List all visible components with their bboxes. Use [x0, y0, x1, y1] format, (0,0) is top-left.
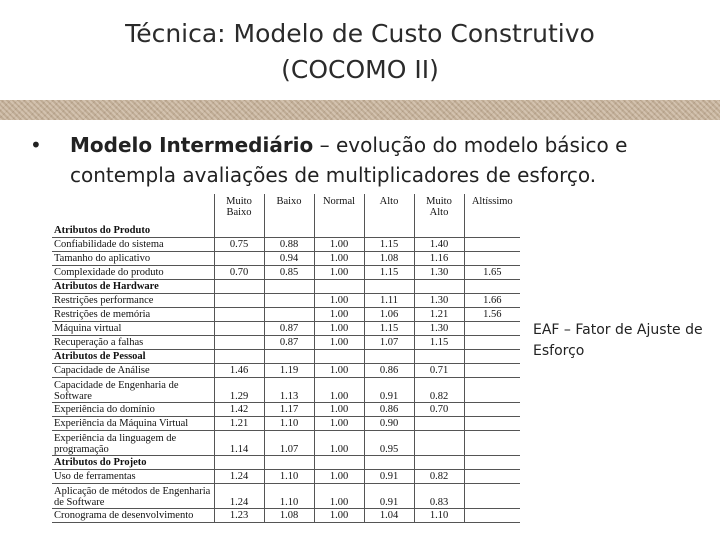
multiplier-value: [314, 280, 364, 294]
multiplier-value: [264, 308, 314, 322]
multiplier-value: [414, 417, 464, 431]
attribute-name: Confiabilidade do sistema: [52, 238, 214, 252]
multiplier-value: 1.30: [414, 266, 464, 280]
multiplier-value: [314, 350, 364, 364]
multiplier-value: [214, 322, 264, 336]
multiplier-value: [414, 350, 464, 364]
multiplier-value: 1.07: [264, 431, 314, 456]
multiplier-value: [464, 224, 520, 238]
multiplier-value: 0.86: [364, 364, 414, 378]
multiplier-value: 0.94: [264, 252, 314, 266]
table-row: [52, 294, 520, 308]
multiplier-value: [464, 403, 520, 417]
multiplier-value: [214, 336, 264, 350]
multiplier-value: 1.40: [414, 238, 464, 252]
multiplier-value: 1.00: [314, 509, 364, 523]
multiplier-value: [464, 484, 520, 509]
table-header-row: [52, 194, 520, 224]
attribute-name: Capacidade de Engenharia de Software: [52, 378, 214, 403]
table-row: [52, 364, 520, 378]
multiplier-value: 1.00: [314, 322, 364, 336]
table-header-cell: [52, 194, 214, 224]
table-row: [52, 252, 520, 266]
bullet-text: [70, 130, 690, 190]
multiplier-value: [264, 224, 314, 238]
multiplier-value: [464, 336, 520, 350]
multiplier-value: 1.30: [414, 322, 464, 336]
multiplier-value: 0.85: [264, 266, 314, 280]
multiplier-value: 1.04: [364, 509, 414, 523]
table-row: [52, 431, 520, 456]
multiplier-value: [414, 456, 464, 470]
multiplier-value: 1.24: [214, 484, 264, 509]
multiplier-value: 1.00: [314, 308, 364, 322]
multiplier-value: [414, 280, 464, 294]
multiplier-value: 1.00: [314, 266, 364, 280]
slide-title: [0, 0, 720, 96]
multiplier-value: 0.88: [264, 238, 314, 252]
table-row: [52, 484, 520, 509]
table-header-cell: Muito Baixo: [214, 194, 264, 224]
multiplier-value: 0.87: [264, 336, 314, 350]
effort-multiplier-table: [52, 194, 520, 540]
attribute-name: Capacidade de Análise: [52, 364, 214, 378]
attribute-name: Restrições de memória: [52, 308, 214, 322]
multiplier-value: 1.00: [314, 252, 364, 266]
multiplier-value: 0.71: [414, 364, 464, 378]
multiplier-value: [464, 431, 520, 456]
multiplier-value: [464, 322, 520, 336]
attribute-name: Experiência da Máquina Virtual: [52, 417, 214, 431]
multiplier-value: 1.29: [214, 378, 264, 403]
attribute-name: Complexidade do produto: [52, 266, 214, 280]
multiplier-value: 0.82: [414, 378, 464, 403]
multiplier-value: 1.00: [314, 364, 364, 378]
multiplier-value: 1.07: [364, 336, 414, 350]
multiplier-value: 1.17: [264, 403, 314, 417]
multiplier-value: 1.00: [314, 378, 364, 403]
multiplier-value: 1.06: [364, 308, 414, 322]
attribute-name: Cronograma de desenvolvimento: [52, 509, 214, 523]
multiplier-value: 1.08: [364, 252, 414, 266]
multiplier-value: 1.11: [364, 294, 414, 308]
multiplier-value: 1.21: [214, 417, 264, 431]
attribute-name: Uso de ferramentas: [52, 470, 214, 484]
section-name: Atributos do Produto: [52, 224, 214, 238]
multiplier-value: 1.19: [264, 364, 314, 378]
table-row: [52, 238, 520, 252]
multiplier-value: 1.21: [414, 308, 464, 322]
multiplier-value: 0.86: [364, 403, 414, 417]
multiplier-value: 1.24: [214, 470, 264, 484]
table-row: [52, 378, 520, 403]
table-row: [52, 509, 520, 523]
multiplier-value: [464, 238, 520, 252]
multiplier-value: 1.15: [364, 238, 414, 252]
multiplier-value: 0.82: [414, 470, 464, 484]
multiplier-value: [214, 308, 264, 322]
eaf-note: EAF – Fator de Ajuste de Esforço: [533, 322, 703, 359]
multiplier-value: [464, 350, 520, 364]
multiplier-value: 0.87: [264, 322, 314, 336]
multiplier-value: 1.10: [264, 470, 314, 484]
multiplier-value: 1.14: [214, 431, 264, 456]
multiplier-value: 1.00: [314, 336, 364, 350]
multiplier-value: [364, 224, 414, 238]
table-row: [52, 336, 520, 350]
multiplier-value: [264, 350, 314, 364]
multiplier-value: 1.00: [314, 294, 364, 308]
multiplier-value: [214, 294, 264, 308]
multiplier-value: 1.00: [314, 417, 364, 431]
multiplier-value: 0.75: [214, 238, 264, 252]
multiplier-value: [464, 417, 520, 431]
slide-title-line-1: Técnica: Modelo de Custo Construtivo: [125, 19, 595, 48]
table-row: [52, 470, 520, 484]
table-header-cell: Baixo: [264, 194, 314, 224]
multiplier-value: 0.83: [414, 484, 464, 509]
multiplier-value: [214, 350, 264, 364]
multiplier-value: 0.95: [364, 431, 414, 456]
table-row: [52, 266, 520, 280]
section-name: Atributos do Projeto: [52, 456, 214, 470]
table-header-cell: Normal: [314, 194, 364, 224]
multiplier-value: [214, 224, 264, 238]
attribute-name: Recuperação a falhas: [52, 336, 214, 350]
multiplier-value: 1.66: [464, 294, 520, 308]
multiplier-value: 1.15: [364, 266, 414, 280]
multiplier-value: 1.10: [264, 484, 314, 509]
slide-title-line-2: (COCOMO II): [281, 55, 439, 84]
multiplier-value: 1.15: [364, 322, 414, 336]
multiplier-value: 1.00: [314, 470, 364, 484]
multiplier-value: 1.30: [414, 294, 464, 308]
multiplier-value: 0.91: [364, 470, 414, 484]
table-header-cell: Altíssimo: [471, 196, 513, 207]
table-header-cell: Alto: [364, 194, 414, 224]
multiplier-value: 0.90: [364, 417, 414, 431]
multiplier-value: [264, 294, 314, 308]
bullet-bold-term: Modelo Intermediário: [70, 133, 314, 157]
decorative-band: [0, 100, 720, 120]
attribute-name: Restrições performance: [52, 294, 214, 308]
multiplier-value: [464, 509, 520, 523]
multiplier-value: 1.00: [314, 238, 364, 252]
table-section-row: [52, 224, 520, 238]
bullet-point: [30, 130, 690, 190]
multiplier-value: [464, 280, 520, 294]
multiplier-value: [464, 252, 520, 266]
multiplier-value: 0.91: [364, 484, 414, 509]
multiplier-value: [464, 456, 520, 470]
table-body: [52, 224, 520, 523]
multiplier-value: [264, 280, 314, 294]
multiplier-value: 1.10: [414, 509, 464, 523]
attribute-name: Experiência da linguagem de programação: [52, 431, 214, 456]
table-row: [52, 403, 520, 417]
table-row: [52, 417, 520, 431]
multiplier-value: 1.56: [464, 308, 520, 322]
multiplier-value: 1.15: [414, 336, 464, 350]
attribute-name: Experiência do domínio: [52, 403, 214, 417]
multiplier-value: 1.65: [464, 266, 520, 280]
multiplier-value: 1.10: [264, 417, 314, 431]
table-row: [52, 308, 520, 322]
multiplier-value: [314, 224, 364, 238]
multiplier-value: [464, 378, 520, 403]
table-section-row: [52, 456, 520, 470]
multiplier-value: [214, 280, 264, 294]
bullet-description: – evolução do modelo básico e contempla avaliações de multiplicadores de esforço.: [70, 133, 628, 187]
bullet-marker: •: [30, 133, 42, 157]
multiplier-value: [414, 431, 464, 456]
multiplier-value: 1.13: [264, 378, 314, 403]
multiplier-value: 0.70: [414, 403, 464, 417]
section-name: Atributos de Hardware: [52, 280, 214, 294]
multiplier-value: 1.42: [214, 403, 264, 417]
attribute-name: Máquina virtual: [52, 322, 214, 336]
multiplier-value: 1.23: [214, 509, 264, 523]
attribute-name: Tamanho do aplicativo: [52, 252, 214, 266]
multiplier-value: 1.46: [214, 364, 264, 378]
table-header-cell: Muito Alto: [414, 194, 464, 224]
multiplier-value: [364, 350, 414, 364]
table-row: [52, 322, 520, 336]
multiplier-value: 1.08: [264, 509, 314, 523]
multiplier-value: [214, 456, 264, 470]
multiplier-value: 1.00: [314, 403, 364, 417]
multiplier-value: [364, 280, 414, 294]
multiplier-value: [364, 456, 414, 470]
multiplier-value: [264, 456, 314, 470]
multiplier-value: 1.00: [314, 484, 364, 509]
section-name: Atributos de Pessoal: [52, 350, 214, 364]
multiplier-value: [464, 470, 520, 484]
multiplier-value: [464, 364, 520, 378]
attribute-name: Aplicação de métodos de Engenharia de Software: [52, 484, 214, 509]
multiplier-value: 1.16: [414, 252, 464, 266]
multiplier-value: 0.91: [364, 378, 414, 403]
multiplier-value: [414, 224, 464, 238]
multiplier-value: [214, 252, 264, 266]
multiplier-value: 1.00: [314, 431, 364, 456]
table-section-row: [52, 350, 520, 364]
table-section-row: [52, 280, 520, 294]
multiplier-value: 0.70: [214, 266, 264, 280]
multiplier-value: [314, 456, 364, 470]
